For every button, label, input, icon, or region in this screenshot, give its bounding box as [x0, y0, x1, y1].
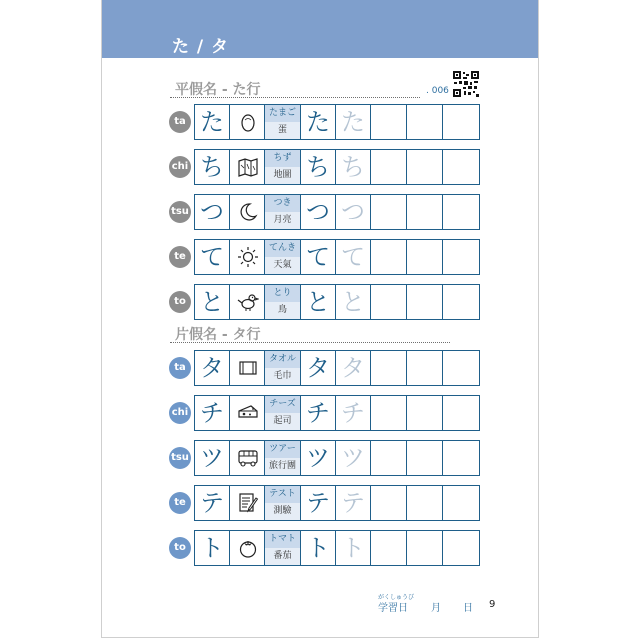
kana-trace: て	[341, 243, 365, 271]
writing-box[interactable]	[407, 486, 443, 520]
practice-row-chi-katakana	[102, 395, 538, 431]
qr-code-icon	[452, 70, 480, 98]
practice-grid	[194, 104, 480, 140]
test-paper-icon	[237, 492, 259, 514]
kana-character: つ	[200, 198, 224, 226]
kana-trace: テ	[341, 489, 365, 517]
example-word: テスト	[265, 486, 300, 503]
practice-row-ta	[102, 104, 538, 140]
kana-trace: た	[341, 108, 365, 136]
writing-box[interactable]	[443, 150, 479, 184]
romaji-badge: chi	[169, 156, 191, 178]
sun-icon	[237, 246, 259, 268]
romaji-badge: tsu	[169, 201, 191, 223]
kana-model: タ	[306, 354, 330, 382]
romaji-badge: to	[169, 537, 191, 559]
writing-box[interactable]	[371, 240, 407, 274]
day-label: 日	[463, 603, 473, 614]
writing-box[interactable]	[371, 396, 407, 430]
kana-character: ち	[200, 153, 224, 181]
katakana-section-title: 片假名 - タ行	[175, 327, 261, 343]
writing-box[interactable]	[407, 351, 443, 385]
example-word: てんき	[265, 240, 300, 257]
writing-box[interactable]	[371, 441, 407, 475]
writing-box[interactable]	[371, 195, 407, 229]
writing-box[interactable]	[407, 105, 443, 139]
word-meaning: 起司	[265, 413, 300, 430]
word-meaning: 天氣	[265, 257, 300, 274]
writing-box[interactable]	[443, 105, 479, 139]
practice-row-tsu-katakana	[102, 440, 538, 476]
kana-trace: と	[341, 288, 365, 316]
kana-trace: チ	[341, 399, 365, 427]
word-meaning: 鳥	[265, 302, 300, 319]
romaji-badge: te	[169, 246, 191, 268]
kana-model: つ	[306, 198, 330, 226]
practice-row-tsu	[102, 194, 538, 230]
kana-trace: ト	[341, 534, 365, 562]
romaji-badge: ta	[169, 357, 191, 379]
practice-row-te	[102, 239, 538, 275]
study-date-ruby: がくしゅうび	[378, 594, 415, 601]
kana-character: タ	[200, 354, 224, 382]
worksheet-page	[101, 0, 539, 638]
word-meaning: 旅行團	[265, 458, 300, 475]
towel-icon	[237, 357, 259, 379]
map-icon	[237, 156, 259, 178]
writing-box[interactable]	[443, 396, 479, 430]
romaji-badge: ta	[169, 111, 191, 133]
practice-grid	[194, 149, 480, 185]
kana-trace: ツ	[341, 444, 365, 472]
example-word: とり	[265, 285, 300, 302]
writing-box[interactable]	[407, 240, 443, 274]
kana-model: た	[306, 108, 330, 136]
practice-row-ta-katakana	[102, 350, 538, 386]
romaji-badge: chi	[169, 402, 191, 424]
writing-box[interactable]	[407, 396, 443, 430]
word-meaning: 蛋	[265, 122, 300, 139]
practice-grid	[194, 194, 480, 230]
bird-icon	[237, 291, 259, 313]
practice-row-to	[102, 284, 538, 320]
writing-box[interactable]	[371, 285, 407, 319]
kana-character: テ	[200, 489, 224, 517]
kana-character: て	[200, 243, 224, 271]
kana-trace: つ	[341, 198, 365, 226]
page-code: . 006	[426, 86, 449, 96]
kana-model: チ	[306, 399, 330, 427]
romaji-badge: te	[169, 492, 191, 514]
practice-row-chi	[102, 149, 538, 185]
writing-box[interactable]	[443, 531, 479, 565]
practice-row-te-katakana	[102, 485, 538, 521]
writing-box[interactable]	[371, 486, 407, 520]
practice-row-to-katakana	[102, 530, 538, 566]
writing-box[interactable]	[407, 285, 443, 319]
kana-model: テ	[306, 489, 330, 517]
example-word: ちず	[265, 150, 300, 167]
practice-grid	[194, 485, 480, 521]
section-divider	[170, 97, 420, 98]
practice-grid	[194, 530, 480, 566]
writing-box[interactable]	[407, 150, 443, 184]
example-word: つき	[265, 195, 300, 212]
writing-box[interactable]	[443, 240, 479, 274]
writing-box[interactable]	[443, 486, 479, 520]
practice-grid	[194, 350, 480, 386]
example-word: チーズ	[265, 396, 300, 413]
page-header	[102, 0, 538, 58]
kana-character: と	[200, 288, 224, 316]
writing-box[interactable]	[443, 195, 479, 229]
romaji-badge: to	[169, 291, 191, 313]
kana-character: ツ	[200, 444, 224, 472]
writing-box[interactable]	[407, 195, 443, 229]
writing-box[interactable]	[371, 150, 407, 184]
bus-icon	[237, 447, 259, 469]
tomato-icon	[237, 537, 259, 559]
moon-icon	[237, 201, 259, 223]
practice-grid	[194, 284, 480, 320]
practice-grid	[194, 395, 480, 431]
example-word: たまご	[265, 105, 300, 122]
kana-model: て	[306, 243, 330, 271]
page-title: た / タ	[172, 37, 230, 57]
writing-box[interactable]	[407, 441, 443, 475]
romaji-badge: tsu	[169, 447, 191, 469]
word-meaning: 地圖	[265, 167, 300, 184]
writing-box[interactable]	[371, 105, 407, 139]
writing-box[interactable]	[371, 531, 407, 565]
egg-icon	[237, 111, 259, 133]
study-date-label: 学習日	[378, 603, 408, 614]
kana-trace: タ	[341, 354, 365, 382]
example-word: ツアー	[265, 441, 300, 458]
writing-box[interactable]	[443, 351, 479, 385]
word-meaning: 測驗	[265, 503, 300, 520]
kana-trace: ち	[341, 153, 365, 181]
practice-grid	[194, 440, 480, 476]
example-word: タオル	[265, 351, 300, 368]
writing-box[interactable]	[443, 285, 479, 319]
practice-grid	[194, 239, 480, 275]
section-divider	[170, 342, 450, 343]
kana-model: ト	[306, 534, 330, 562]
kana-character: ト	[200, 534, 224, 562]
month-label: 月	[431, 603, 441, 614]
kana-character: チ	[200, 399, 224, 427]
writing-box[interactable]	[443, 441, 479, 475]
writing-box[interactable]	[407, 531, 443, 565]
kana-model: と	[306, 288, 330, 316]
hiragana-section-title: 平假名 - た行	[175, 82, 261, 98]
kana-model: ツ	[306, 444, 330, 472]
word-meaning: 毛巾	[265, 368, 300, 385]
cheese-icon	[237, 402, 259, 424]
page-number: 9	[489, 599, 496, 610]
example-word: トマト	[265, 531, 300, 548]
word-meaning: 番茄	[265, 548, 300, 565]
kana-model: ち	[306, 153, 330, 181]
writing-box[interactable]	[371, 351, 407, 385]
word-meaning: 月亮	[265, 212, 300, 229]
kana-character: た	[200, 108, 224, 136]
